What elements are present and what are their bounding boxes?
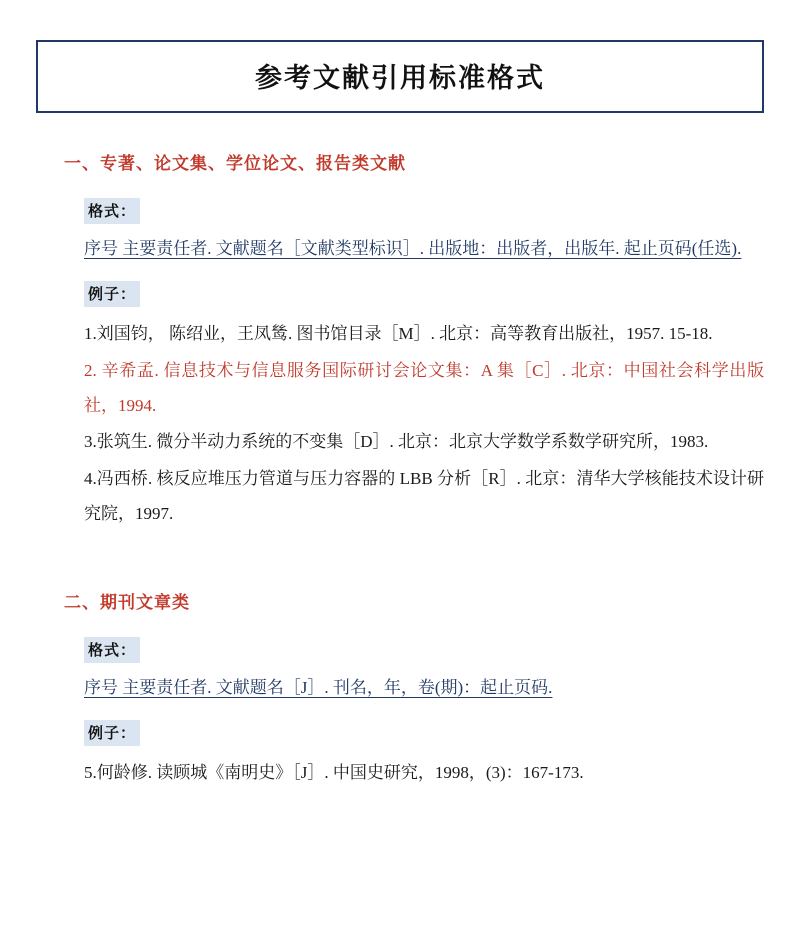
- example-label-1: 例子：: [84, 281, 140, 307]
- format-text-2: [84, 671, 764, 706]
- section-heading-1: 一、专著、论文集、学位论文、报告类文献: [64, 154, 406, 174]
- example-item: 3.张筑生. 微分半动力系统的不变集［D］. 北京：北京大学数学系数学研究所，1983.: [84, 432, 709, 452]
- example-item: 2. 辛希孟. 信息技术与信息服务国际研讨会论文集：A 集［C］. 北京：中国社会科学出版社，1994.: [84, 360, 764, 415]
- example-label-2: 例子：: [84, 720, 140, 746]
- document-title-box: [36, 40, 764, 113]
- example-item: 4.冯西桥. 核反应堆压力管道与压力容器的 LBB 分析［R］. 北京：清华大学核能技术设计研究院，1997.: [84, 469, 764, 524]
- format-text-1: [84, 232, 764, 267]
- format-label-1: 格式：: [84, 198, 140, 224]
- section-heading-2: 二、期刊文章类: [64, 592, 190, 613]
- example-item: 5.何龄修. 读顾城《南明史》［J］. 中国史研究，1998，(3)：167-173.: [84, 762, 584, 782]
- format-text-2-underline: 序号 主要责任者. 文献题名［J］. 刊名，年，卷(期)：起止页码.: [84, 677, 553, 697]
- format-label-2: 格式：: [84, 637, 140, 663]
- document-body: [36, 113, 764, 791]
- format-text-1-underline: 序号 主要责任者. 文献题名［文献类型标识］. 出版地：出版者，出版年. 起止页码(任选).: [84, 239, 742, 258]
- page-title: 参考文献引用标准格式: [255, 63, 545, 94]
- example-item: 1.刘国钧， 陈绍业，王凤鸶. 图书馆目录［M］. 北京：高等教育出版社，1957. 15-18.: [84, 323, 713, 343]
